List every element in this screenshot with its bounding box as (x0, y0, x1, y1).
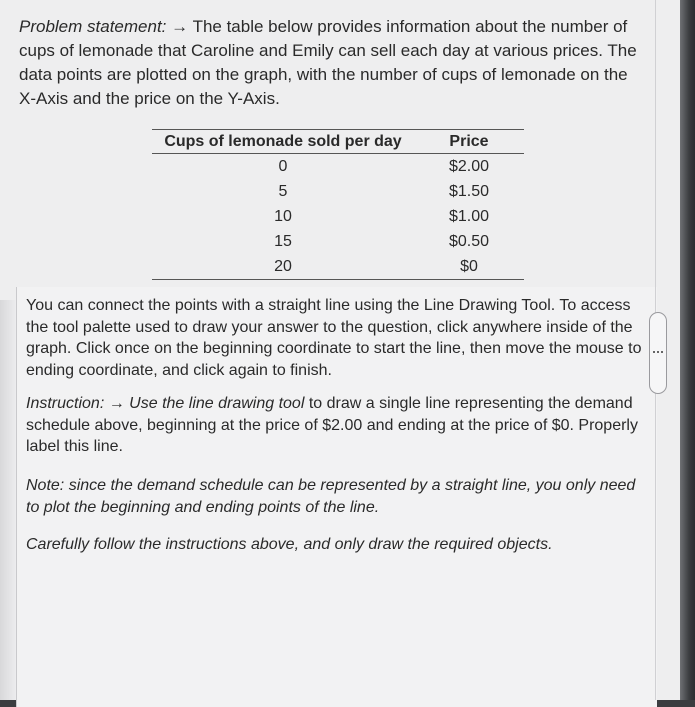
closing-text: Carefully follow the instructions above, and only draw the required objects. (26, 536, 553, 553)
cell-price: $1.00 (448, 207, 490, 225)
instruction-text (26, 393, 646, 458)
cell-price: $0 (414, 254, 524, 280)
screen-edge (680, 0, 695, 700)
table-row (152, 254, 524, 280)
cell-price: $0.50 (448, 232, 490, 250)
header-price: Price (414, 130, 524, 154)
table-row (152, 229, 524, 254)
table-row (152, 179, 524, 204)
table-header-row (152, 130, 524, 154)
cell-cups: 15 (274, 232, 292, 250)
arrow-icon: → (108, 395, 125, 412)
cell-cups: 10 (274, 207, 292, 225)
cell-price: $2.00 (448, 157, 490, 175)
problem-label: Problem statement: (19, 17, 167, 36)
line-tool-instructions: You can connect the points with a straight line using the Line Drawing Tool. To access the tool palette used to draw your answer to the question, click anywhere inside of the graph. Click once on the beginning coordinate to start the line, then move the mouse to ending coordinate, and click again to finish. (26, 297, 642, 379)
grip-dots-icon (653, 351, 663, 355)
problem-statement (19, 15, 649, 111)
header-cups: Cups of lemonade sold per day (152, 130, 414, 154)
cell-cups: 0 (278, 157, 288, 175)
cell-cups: 20 (152, 254, 414, 280)
instruction-body: to draw a single line representing the demand schedule above, beginning at the price of $2.00 and ending at the price of $0. Properly label this line. (26, 395, 638, 455)
demand-schedule-table (152, 129, 524, 280)
cell-price: $1.50 (448, 182, 490, 200)
arrow-icon: → (171, 17, 189, 36)
resize-handle[interactable] (649, 312, 667, 394)
note-text: Note: since the demand schedule can be represented by a straight line, you only need to plot the beginning and ending points of the line. (26, 477, 636, 516)
table-row (152, 204, 524, 229)
problem-text: The table below provides information about the number of cups of lemonade that Caroline and Emily can sell each day at various prices. The data points are plotted on the graph, with the number of cups of lemonade on the X-Axis and the price on the Y-Axis. (19, 17, 637, 108)
instruction-tool-text: Use the line drawing tool (129, 395, 305, 412)
instruction-label: Instruction: (26, 395, 105, 412)
panel-shadow-edge (0, 300, 16, 700)
table-row (152, 154, 524, 180)
cell-cups: 5 (278, 182, 288, 200)
